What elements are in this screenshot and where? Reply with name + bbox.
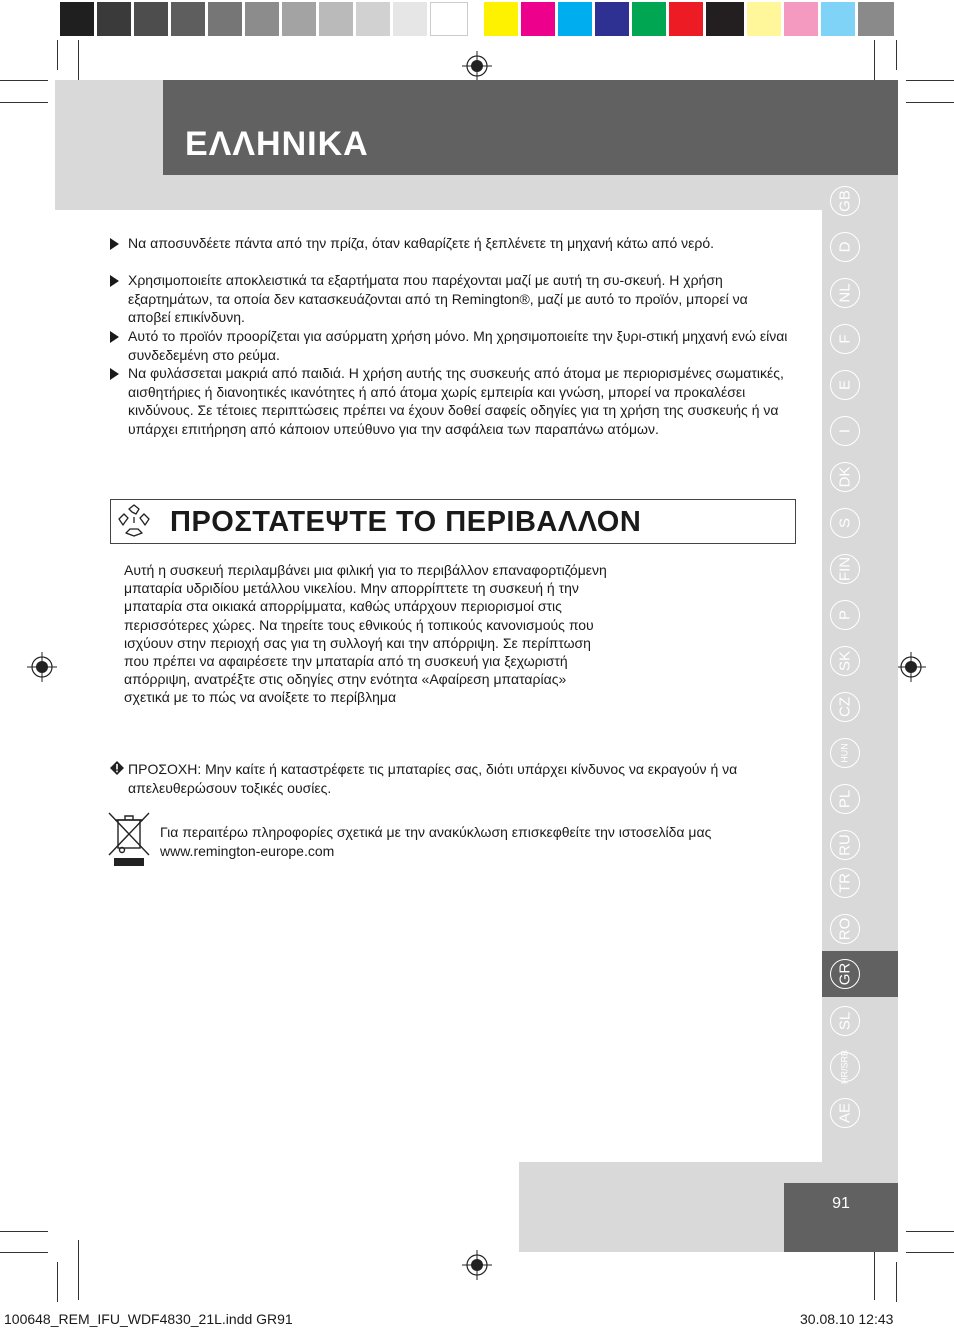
process-swatch <box>784 2 818 36</box>
lang-label: FIN <box>836 556 854 582</box>
lang-label: AE <box>836 1102 854 1124</box>
lang-label: P <box>836 609 854 621</box>
gray-swatch <box>430 2 468 36</box>
lang-tab-tr[interactable] <box>830 868 860 898</box>
process-swatch <box>747 2 781 36</box>
process-swatch <box>821 2 855 36</box>
crop-mark <box>896 40 897 70</box>
lang-tab-gr[interactable] <box>830 959 860 989</box>
process-swatch <box>706 2 744 36</box>
gray-swatch <box>60 2 94 36</box>
lang-label: PL <box>836 789 854 809</box>
bullet-triangle-icon <box>110 368 119 380</box>
crop-mark <box>78 1240 79 1300</box>
lang-label: TR <box>836 873 854 893</box>
paragraph-line: περισσότερες χώρες. Να τηρείτε τους εθνικούς ή τοπικούς κανονισμούς που <box>124 616 594 633</box>
list-item <box>110 327 790 364</box>
registration-mark-icon <box>27 652 57 682</box>
lang-label: SL <box>836 1011 854 1031</box>
process-swatch <box>521 2 555 36</box>
gray-swatch <box>356 2 390 36</box>
process-swatch <box>632 2 666 36</box>
lang-tab-gb[interactable] <box>830 186 860 216</box>
gray-swatch <box>134 2 168 36</box>
lang-label: SK <box>836 650 854 672</box>
bullet-text: Χρησιμοποιείτε αποκλειστικά τα εξαρτήματα που παρέχονται μαζί με αυτή τη συ-σκευή. Η χρήση εξαρτημάτων, τα οποία δεν κατασκευάζονται από τη Remington®, μαζί με αυτό το προϊόν, μπορεί να αποβεί επικίνδυνη. <box>128 272 748 326</box>
list-item <box>110 364 790 438</box>
lang-label: S <box>836 517 854 529</box>
bullet-text: Αυτό το προϊόν προορίζεται για ασύρματη χρήση μόνο. Μη χρησιμοποιείτε την ξυρι-στική μηχανή ενώ είναι συνδεδεμένη στο ρεύμα. <box>128 328 788 363</box>
caution-note <box>110 760 790 797</box>
caution-icon <box>110 761 124 775</box>
section-title: ΠΡΟΣΤΑΤΕΨΤΕ ΤΟ ΠΕΡΙΒΑΛΛΟΝ <box>170 506 642 538</box>
page-number: 91 <box>832 1195 850 1212</box>
timestamp: 30.08.10 12:43 <box>800 1311 894 1327</box>
lang-tab-i[interactable] <box>830 416 860 446</box>
lang-tab-sk[interactable] <box>830 646 860 676</box>
gray-swatch <box>245 2 279 36</box>
registration-mark-icon <box>462 1250 492 1280</box>
lang-label: HUN <box>839 743 850 763</box>
paragraph-line: Αυτή η συσκευή περιλαμβάνει μια φιλική για το περιβάλλον επαναφορτιζόμενη <box>124 562 607 578</box>
weee-bin-icon <box>108 812 150 868</box>
bullet-triangle-icon <box>110 275 119 287</box>
crop-mark <box>0 1231 48 1232</box>
bullet-text: Να αποσυνδέετε πάντα από την πρίζα, όταν καθαρίζετε ή ξεπλένετε τη μηχανή κάτω από νερό. <box>128 235 715 251</box>
gray-swatch <box>97 2 131 36</box>
process-swatch <box>595 2 629 36</box>
registration-mark-icon <box>462 51 492 81</box>
recycling-info: Για περαιτέρω πληροφορίες σχετικά με την ανακύκλωση επισκεφθείτε την ιστοσελίδα μας www.remington-europe.com <box>160 824 712 859</box>
lang-tab-nl[interactable] <box>830 278 860 308</box>
crop-mark <box>906 102 954 103</box>
caution-text: ΠΡΟΣΟΧΗ: Μην καίτε ή καταστρέφετε τις μπαταρίες σας, διότι υπάρχει κίνδυνος να εκραγούν ή να απελευθερώσουν τοξικές ουσίες. <box>128 761 738 796</box>
process-swatch <box>484 2 518 36</box>
paragraph-line: μπαταρία υδριδίου μετάλλου νικελίου. Μην απορρίπτετε τη συσκευή ή την <box>124 580 579 597</box>
lang-label: D <box>836 241 854 253</box>
bullet-triangle-icon <box>110 238 119 250</box>
gray-swatch <box>319 2 353 36</box>
registration-mark-icon <box>896 652 926 682</box>
crop-mark <box>0 102 48 103</box>
paragraph-line: σχετικά με το πώς να ανοίξετε το περίβλημα <box>124 689 397 706</box>
crop-mark <box>57 40 58 70</box>
paragraph-line: που πρέπει να αφαιρέσετε την μπαταρία από τη συσκευή για ξεχωριστή <box>124 653 568 670</box>
bullet-text: Να φυλάσσεται μακριά από παιδιά. Η χρήση αυτής της συσκευής από άτομα με περιορισμένες σωματικές, αισθητήριες ή διανοητικές ικανότητες ή από άτομα χωρίς εμπειρία και γνώση, μπορεί να προκαλέσει κινδύνους. Σε τέτοιες περιπτώσεις πρέπει να έχουν δοθεί σαφείς οδηγίες για τη χρήση της συσκευής ή να υπάρχει επιτήρηση από κάποιον υπεύθυνο για την ασφάλεια των παραπάνω ατόμων. <box>128 365 784 437</box>
crop-mark <box>906 80 954 81</box>
lang-tab-d[interactable] <box>830 232 860 262</box>
crop-mark <box>906 1252 954 1253</box>
recycle-icon <box>116 503 152 539</box>
lang-tab-ro[interactable] <box>830 914 860 944</box>
bullet-triangle-icon <box>110 331 119 343</box>
environment-paragraph <box>124 561 784 707</box>
lang-label: GR <box>836 962 854 986</box>
lang-label: GB <box>836 190 854 212</box>
gray-swatch <box>282 2 316 36</box>
process-swatch <box>858 2 894 36</box>
crop-mark <box>0 80 48 81</box>
lang-label: RU <box>836 834 854 856</box>
lang-tab-hr-srb[interactable] <box>830 1049 860 1085</box>
lang-tab-f[interactable] <box>830 324 860 354</box>
lang-tab-s[interactable] <box>830 508 860 538</box>
lang-label: CZ <box>836 697 854 717</box>
file-info: 100648_REM_IFU_WDF4830_21L.indd GR91 <box>4 1311 293 1327</box>
page-number-box <box>784 1183 898 1252</box>
gray-swatch <box>393 2 427 36</box>
crop-mark <box>896 1262 897 1302</box>
crop-mark <box>57 1262 58 1302</box>
lang-label: F <box>836 334 854 344</box>
process-swatch <box>558 2 592 36</box>
lang-tab-ae[interactable] <box>830 1098 860 1128</box>
list-item <box>110 234 790 253</box>
paragraph-line: μπαταρία στα οικιακά απορρίμματα, καθώς υπάρχουν περιορισμοί στις <box>124 598 562 615</box>
lang-tab-pl[interactable] <box>830 784 860 814</box>
lang-label: E <box>836 379 854 391</box>
lang-tab-cz[interactable] <box>830 692 860 722</box>
lang-tab-hun[interactable] <box>830 738 860 768</box>
paragraph-line: ισχύουν στην περιοχή σας για τη συλλογή και την απόρριψη. Σε περίπτωση <box>124 634 591 651</box>
paragraph-line: απόρριψη, ανατρέξτε στις οδηγίες στην ενότητα «Αφαίρεση μπαταρίας» <box>124 671 567 688</box>
lang-tab-sl[interactable] <box>830 1006 860 1036</box>
crop-mark <box>0 1252 48 1253</box>
lang-label: I <box>836 428 854 434</box>
process-swatch <box>669 2 703 36</box>
list-item <box>110 271 790 327</box>
lang-label: HR/SRB <box>839 1049 850 1085</box>
page-title: ΕΛΛΗΝΙΚΑ <box>185 125 369 163</box>
crop-mark <box>906 1231 954 1232</box>
lang-tab-ru[interactable] <box>830 830 860 860</box>
lang-tab-e[interactable] <box>830 370 860 400</box>
lang-tab-p[interactable] <box>830 600 860 630</box>
gray-swatch <box>208 2 242 36</box>
lang-label: RO <box>836 917 854 941</box>
gray-swatch <box>171 2 205 36</box>
lang-tab-dk[interactable] <box>830 462 860 492</box>
lang-label: DK <box>836 466 854 488</box>
lang-label: NL <box>836 283 854 303</box>
lang-tab-fin[interactable] <box>830 554 860 584</box>
